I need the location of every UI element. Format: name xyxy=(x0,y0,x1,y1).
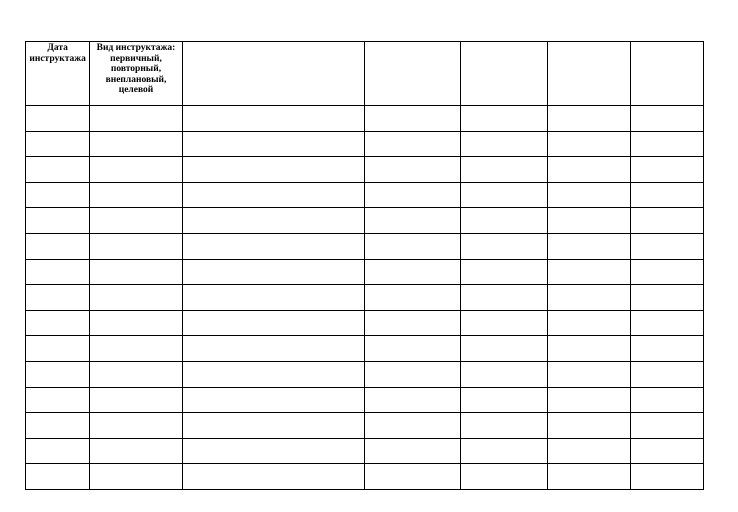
table-cell xyxy=(630,106,703,132)
table-cell xyxy=(460,233,547,259)
table-cell xyxy=(90,464,182,490)
table-cell xyxy=(90,131,182,157)
table-cell xyxy=(548,464,630,490)
table-cell xyxy=(460,208,547,234)
table-cell xyxy=(26,208,90,234)
table-cell xyxy=(182,259,365,285)
table-cell xyxy=(182,285,365,311)
table-cell xyxy=(630,387,703,413)
table-cell xyxy=(90,336,182,362)
table-cell xyxy=(365,310,460,336)
table-cell xyxy=(90,182,182,208)
table-cell xyxy=(630,285,703,311)
table-cell xyxy=(365,106,460,132)
table-cell xyxy=(90,361,182,387)
table-row xyxy=(26,131,704,157)
table-cell xyxy=(365,438,460,464)
table-cell xyxy=(182,208,365,234)
table-cell xyxy=(460,464,547,490)
table-row xyxy=(26,182,704,208)
table-cell xyxy=(182,413,365,439)
table-cell xyxy=(548,336,630,362)
table-cell xyxy=(90,208,182,234)
table-cell xyxy=(365,387,460,413)
table-cell xyxy=(460,310,547,336)
table-cell xyxy=(460,336,547,362)
table-cell xyxy=(460,285,547,311)
table-cell xyxy=(460,438,547,464)
table-cell xyxy=(26,387,90,413)
table-cell xyxy=(182,157,365,183)
header-briefing-kind: Вид инструктажа: первичный, повторный, внеплановый, целевой xyxy=(90,42,182,106)
table-cell xyxy=(90,259,182,285)
header-instructor-signature xyxy=(460,42,547,106)
table-row xyxy=(26,285,704,311)
table-cell xyxy=(26,233,90,259)
table-cell xyxy=(630,438,703,464)
table-row xyxy=(26,413,704,439)
table-row xyxy=(26,336,704,362)
table-cell xyxy=(630,310,703,336)
table-cell xyxy=(365,285,460,311)
table-cell xyxy=(460,413,547,439)
header-instruction-number xyxy=(182,42,365,106)
table-cell xyxy=(630,464,703,490)
table-cell xyxy=(630,361,703,387)
table-row xyxy=(26,157,704,183)
table-cell xyxy=(548,157,630,183)
table-header-row xyxy=(26,42,704,106)
table-cell xyxy=(365,259,460,285)
table-cell xyxy=(182,182,365,208)
table-cell xyxy=(90,438,182,464)
table-cell xyxy=(26,182,90,208)
table-cell xyxy=(90,413,182,439)
table-cell xyxy=(90,285,182,311)
table-cell xyxy=(548,259,630,285)
briefing-journal-table xyxy=(25,41,704,490)
table-cell xyxy=(548,413,630,439)
table-cell xyxy=(182,310,365,336)
table-cell xyxy=(548,182,630,208)
table-cell xyxy=(460,131,547,157)
table-cell xyxy=(90,106,182,132)
table-cell xyxy=(460,259,547,285)
table-row xyxy=(26,387,704,413)
table-cell xyxy=(26,131,90,157)
table-cell xyxy=(548,310,630,336)
table-cell xyxy=(182,233,365,259)
table-cell xyxy=(630,259,703,285)
table-cell xyxy=(548,233,630,259)
table-cell xyxy=(548,106,630,132)
table-cell xyxy=(182,438,365,464)
table-cell xyxy=(630,131,703,157)
table-cell xyxy=(548,285,630,311)
table-cell xyxy=(182,387,365,413)
table-cell xyxy=(26,285,90,311)
table-cell xyxy=(630,157,703,183)
table-row xyxy=(26,310,704,336)
table-cell xyxy=(182,361,365,387)
table-cell xyxy=(630,413,703,439)
table-row xyxy=(26,361,704,387)
header-date: Дата инструктажа xyxy=(26,42,90,106)
table-cell xyxy=(182,464,365,490)
table-cell xyxy=(630,336,703,362)
table-cell xyxy=(182,106,365,132)
table-cell xyxy=(365,464,460,490)
table-row xyxy=(26,438,704,464)
table-cell xyxy=(365,336,460,362)
table-row xyxy=(26,233,704,259)
table-cell xyxy=(182,336,365,362)
table-cell xyxy=(90,157,182,183)
table-cell xyxy=(460,106,547,132)
table-cell xyxy=(26,336,90,362)
table-cell xyxy=(460,157,547,183)
table-cell xyxy=(26,413,90,439)
table-cell xyxy=(548,438,630,464)
table-cell xyxy=(365,208,460,234)
table-row xyxy=(26,464,704,490)
table-cell xyxy=(365,182,460,208)
table-row xyxy=(26,106,704,132)
table-cell xyxy=(26,259,90,285)
table-cell xyxy=(26,464,90,490)
table-cell xyxy=(630,208,703,234)
table-cell xyxy=(548,361,630,387)
table-cell xyxy=(365,413,460,439)
header-instructor-name xyxy=(365,42,460,106)
table-cell xyxy=(630,182,703,208)
table-cell xyxy=(90,233,182,259)
table-cell xyxy=(630,233,703,259)
table-row xyxy=(26,259,704,285)
table-cell xyxy=(90,310,182,336)
table-cell xyxy=(26,310,90,336)
table-cell xyxy=(460,361,547,387)
table-cell xyxy=(548,208,630,234)
table-cell xyxy=(460,182,547,208)
table-cell xyxy=(26,106,90,132)
header-trainee-name xyxy=(548,42,630,106)
table-cell xyxy=(90,387,182,413)
table-cell xyxy=(26,157,90,183)
table-cell xyxy=(365,233,460,259)
table-body xyxy=(26,106,704,490)
table-cell xyxy=(26,438,90,464)
table-cell xyxy=(365,131,460,157)
table-cell xyxy=(365,361,460,387)
table-cell xyxy=(548,131,630,157)
table-cell xyxy=(460,387,547,413)
table-cell xyxy=(365,157,460,183)
table-cell xyxy=(26,361,90,387)
table-cell xyxy=(182,131,365,157)
table-row xyxy=(26,208,704,234)
header-trainee-signature xyxy=(630,42,703,106)
table-cell xyxy=(548,387,630,413)
